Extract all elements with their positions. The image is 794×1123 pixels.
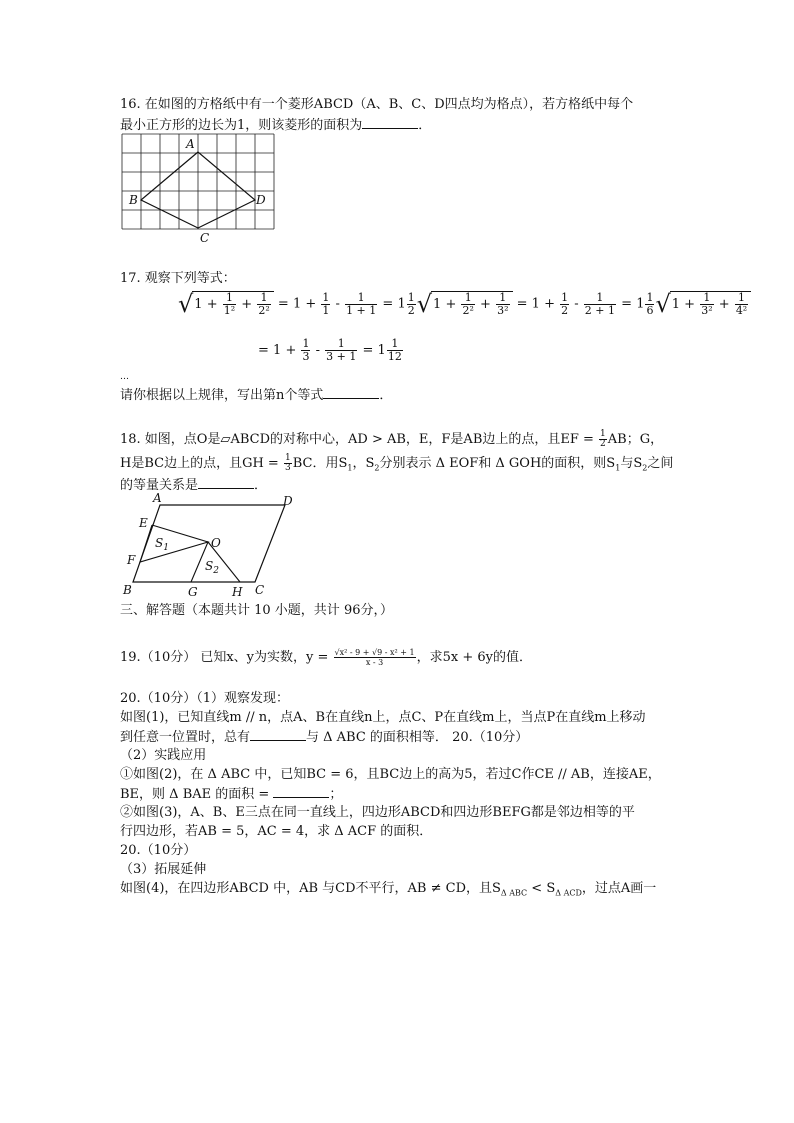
label-S2: $S_2$ — [205, 559, 219, 576]
triangle-eof — [140, 525, 208, 562]
label-D: D — [283, 494, 293, 508]
answer-blank-16 — [362, 116, 418, 129]
q20-line6: BE，则 Δ BAE 的面积 = ； — [120, 787, 343, 802]
label-S1: $S_1$ — [155, 536, 169, 553]
label-A: A — [186, 137, 195, 151]
label-O: O — [211, 536, 221, 550]
q17-ask — [120, 386, 392, 405]
q18-end: ． — [254, 478, 268, 493]
q20-line11: 如图(4)，在四边形ABCD 中，AB 与CD不平行，AB ≠ CD，且$S_{\Delta ABC} < S_{\Delta ACD}$，过点A画一 — [120, 881, 657, 898]
q16-end: ． — [418, 118, 432, 133]
answer-blank-20-2 — [273, 785, 329, 798]
q20-line7: ②如图(3)，A、B、E三点在同一直线上，四边形ABCD和四边形BEFG都是邻边相等的平 — [120, 805, 635, 820]
q18-line2: H是BC边上的点，且GH = $\frac{1}{3}$ BC．用$S_1$，$S_2$分别表示 Δ EOF和 Δ GOH的面积，则$S_1$与$S_2$之间 — [120, 453, 674, 473]
label-D: D — [256, 193, 266, 207]
q17-equation-row2: = 1 + $\frac{1}{3}$ - $\frac{1}{3 + 1}$ = 1 $\frac{1}{12}$ — [258, 337, 402, 363]
q20-line1: 20.（10分）（1）观察发现： — [120, 691, 289, 706]
q20-line3: 到任意一位置时，总有 与 Δ ABC 的面积相等． 20.（10分） — [120, 730, 529, 745]
q17-ask-text: 请你根据以上规律，写出第n个等式 — [120, 388, 324, 403]
grid-lines — [122, 134, 274, 229]
section-3-heading: 三、解答题（本题共计 10 小题，共计 96分，） — [120, 603, 393, 618]
label-E: E — [139, 516, 148, 530]
q16-grid-figure — [110, 130, 285, 255]
q16-line1: 16. 在如图的方格纸中有一个菱形ABCD（A、B、C、D四点均为格点），若方格纸中每个 — [120, 97, 634, 112]
q20-line8: 行四边形，若AB = 5，AC = 4，求 Δ ACF 的面积． — [120, 824, 433, 839]
label-C: C — [255, 583, 265, 597]
q17-dots: … — [120, 372, 129, 382]
q18-line3-text: 的等量关系是 — [120, 478, 199, 493]
q18-parallelogram-figure — [115, 492, 315, 602]
label-H: H — [232, 585, 243, 599]
q17-intro: 17. 观察下列等式： — [120, 271, 236, 286]
label-A: A — [153, 492, 162, 505]
q20-line9: 20.（10分） — [120, 843, 197, 858]
q20-line5: ①如图(2)，在 Δ ABC 中，已知BC = 6，且BC边上的高为5，若过C作CE // AB，连接AE， — [120, 767, 661, 782]
q17-end: ． — [379, 388, 393, 403]
q20-line4: （2）实践应用 — [120, 748, 207, 763]
q18-line1: 18. 如图，点O是▱ABCD的对称中心，AD > AB，E，F是AB边上的点，且EF = $\frac{1}{2}$ AB；G， — [120, 429, 664, 449]
q20-line10: （3）拓展延伸 — [120, 862, 207, 877]
label-C: C — [200, 231, 210, 245]
answer-blank-18 — [198, 476, 254, 489]
label-B: B — [123, 583, 132, 597]
answer-blank-20-1 — [250, 728, 306, 741]
label-G: G — [188, 585, 198, 599]
label-B: B — [129, 193, 138, 207]
answer-blank-17 — [323, 386, 379, 399]
q19-line: 19.（10分） 已知x、y为实数，y = $\frac{\text{√x² - 9 + √9 - x² + 1}}{x - 3}$ ，求5x + 6y的值． — [120, 648, 532, 667]
q17-equation-row1: √1 + $\frac{1}{\text{1²}}$ + $\frac{1}{\text{2²}}$ = 1 + $\frac{1}{1}$ - $\frac{1}{1 + 1}$ = 1 $\frac{1}{2}$ √1 + $\frac{1}{\text{2²}}$ + $\frac{1}{\text{3²}}$ = 1 + $\frac{1}{2}$ - $\frac{1}{2 + 1}$ = 1 $\frac{1}{6}$ √1 + $\frac{1}{\text{3²}}$ + $\frac{1}{\text{4²}}$ — [178, 290, 751, 318]
label-F: F — [127, 553, 136, 567]
q20-line2: 如图(1)，已知直线m // n，点A、B在直线n上，点C、P在直线m上，当点P在直线m上移动 — [120, 710, 646, 725]
q16-line2-text: 最小正方形的边长为1，则该菱形的面积为 — [120, 118, 363, 133]
